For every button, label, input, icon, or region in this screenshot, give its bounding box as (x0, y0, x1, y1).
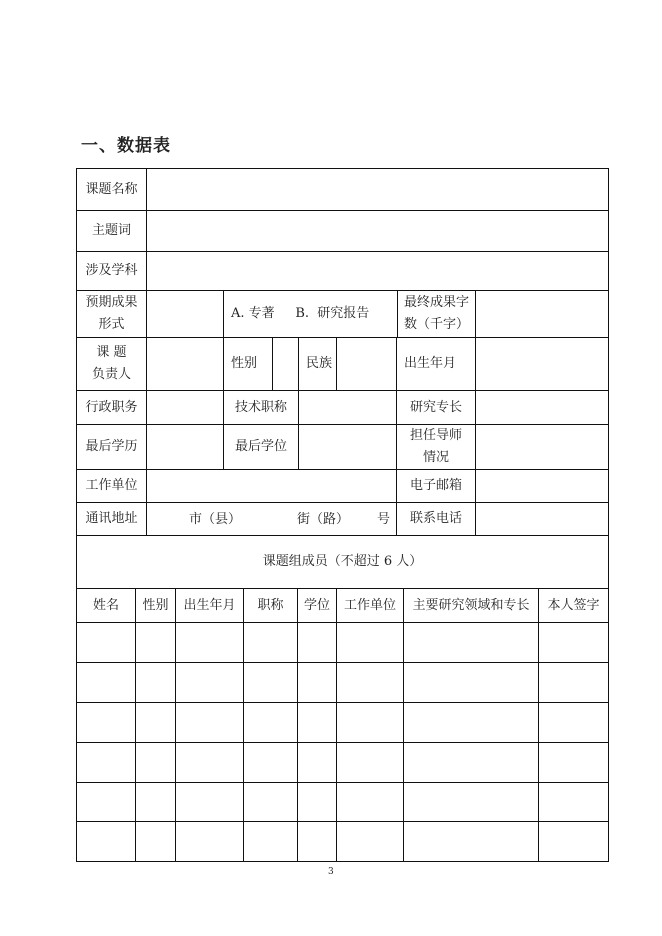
member-row-3-cell-1[interactable] (76, 702, 136, 743)
disciplines-field[interactable] (146, 251, 609, 291)
member-row-6-cell-7[interactable] (403, 821, 539, 862)
member-row-3-cell-6[interactable] (336, 702, 404, 743)
member-row-1-cell-5[interactable] (297, 622, 337, 663)
members-header-2: 出生年月 (175, 588, 244, 623)
expected-form-field[interactable] (146, 290, 224, 338)
member-row-5-cell-6[interactable] (336, 782, 404, 822)
member-row-4-cell-5[interactable] (297, 742, 337, 783)
tech-title-field[interactable] (298, 390, 397, 425)
member-row-4-cell-2[interactable] (135, 742, 176, 783)
label-leader: 课 题 负责人 (76, 337, 147, 391)
members-header-0: 姓名 (76, 588, 136, 623)
member-row-6-cell-4[interactable] (243, 821, 298, 862)
label-final-word-count: 最终成果字 数（千字） (397, 290, 476, 338)
members-header-1: 性别 (135, 588, 176, 623)
admin-post-field[interactable] (146, 390, 224, 425)
member-row-6-cell-1[interactable] (76, 821, 136, 862)
address-number-label: 号 (377, 512, 391, 527)
degree-field[interactable] (298, 424, 397, 470)
member-row-4-cell-7[interactable] (403, 742, 539, 783)
member-row-6-cell-5[interactable] (297, 821, 337, 862)
member-row-3-cell-2[interactable] (135, 702, 176, 743)
phone-field[interactable] (475, 502, 609, 536)
topic-name-field[interactable] (146, 168, 609, 211)
label-keywords: 主题词 (76, 210, 147, 252)
section-heading: 一、数据表 (81, 136, 171, 156)
member-row-4-cell-6[interactable] (336, 742, 404, 783)
members-header-7: 本人签字 (538, 588, 609, 623)
member-row-1-cell-8[interactable] (538, 622, 609, 663)
members-header-4: 学位 (297, 588, 337, 623)
member-row-5-cell-7[interactable] (403, 782, 539, 822)
member-row-3-cell-3[interactable] (175, 702, 244, 743)
member-row-2-cell-7[interactable] (403, 662, 539, 703)
member-row-1-cell-2[interactable] (135, 622, 176, 663)
label-topic-name: 课题名称 (76, 168, 147, 211)
members-header-6: 主要研究领域和专长 (403, 588, 539, 623)
member-row-4-cell-1[interactable] (76, 742, 136, 783)
address-street-label: 街（路） (297, 512, 350, 527)
member-row-3-cell-8[interactable] (538, 702, 609, 743)
member-row-3-cell-7[interactable] (403, 702, 539, 743)
member-row-1-cell-3[interactable] (175, 622, 244, 663)
member-row-1-cell-7[interactable] (403, 622, 539, 663)
member-row-2-cell-3[interactable] (175, 662, 244, 703)
member-row-6-cell-2[interactable] (135, 821, 176, 862)
member-row-2-cell-8[interactable] (538, 662, 609, 703)
member-row-4-cell-8[interactable] (538, 742, 609, 783)
member-row-5-cell-4[interactable] (243, 782, 298, 822)
member-row-5-cell-8[interactable] (538, 782, 609, 822)
member-row-2-cell-5[interactable] (297, 662, 337, 703)
member-row-3-cell-5[interactable] (297, 702, 337, 743)
label-ethnicity: 民族 (298, 337, 337, 391)
member-row-5-cell-5[interactable] (297, 782, 337, 822)
leader-field[interactable] (146, 337, 224, 391)
member-row-1-cell-4[interactable] (243, 622, 298, 663)
member-row-2-cell-1[interactable] (76, 662, 136, 703)
label-phone: 联系电话 (396, 502, 476, 536)
label-work-unit: 工作单位 (76, 469, 147, 503)
members-header-3: 职称 (243, 588, 298, 623)
member-row-3-cell-4[interactable] (243, 702, 298, 743)
label-supervisor: 担任导师 情况 (396, 424, 476, 470)
label-degree: 最后学位 (223, 424, 299, 470)
form-options[interactable]: A. 专著 B. 研究报告 (223, 290, 398, 338)
email-field[interactable] (475, 469, 609, 503)
member-row-6-cell-8[interactable] (538, 821, 609, 862)
label-address: 通讯地址 (76, 502, 147, 536)
member-row-4-cell-3[interactable] (175, 742, 244, 783)
work-unit-field[interactable] (146, 469, 397, 503)
address-city-label: 市（县） (189, 512, 242, 527)
member-row-4-cell-4[interactable] (243, 742, 298, 783)
member-row-5-cell-3[interactable] (175, 782, 244, 822)
supervisor-field[interactable] (475, 424, 609, 470)
keywords-field[interactable] (146, 210, 609, 252)
member-row-5-cell-1[interactable] (76, 782, 136, 822)
birth-field[interactable] (475, 337, 609, 391)
member-row-2-cell-6[interactable] (336, 662, 404, 703)
members-header-5: 工作单位 (336, 588, 404, 623)
label-tech-title: 技术职称 (223, 390, 299, 425)
label-expected-form: 预期成果 形式 (76, 290, 147, 338)
label-admin-post: 行政职务 (76, 390, 147, 425)
members-title: 课题组成员（不超过 6 人） (76, 535, 609, 589)
page-number: 3 (328, 867, 334, 877)
member-row-1-cell-1[interactable] (76, 622, 136, 663)
member-row-5-cell-2[interactable] (135, 782, 176, 822)
member-row-1-cell-6[interactable] (336, 622, 404, 663)
member-row-2-cell-2[interactable] (135, 662, 176, 703)
final-word-count-field[interactable] (475, 290, 609, 338)
member-row-6-cell-3[interactable] (175, 821, 244, 862)
education-field[interactable] (146, 424, 224, 470)
member-row-6-cell-6[interactable] (336, 821, 404, 862)
gender-field[interactable] (272, 337, 299, 391)
research-specialty-field[interactable] (475, 390, 609, 425)
ethnicity-field[interactable] (336, 337, 397, 391)
label-birth: 出生年月 (396, 337, 476, 391)
label-email: 电子邮箱 (396, 469, 476, 503)
label-gender: 性别 (223, 337, 273, 391)
label-research-specialty: 研究专长 (396, 390, 476, 425)
label-education: 最后学历 (76, 424, 147, 470)
member-row-2-cell-4[interactable] (243, 662, 298, 703)
label-disciplines: 涉及学科 (76, 251, 147, 291)
address-field[interactable] (146, 502, 397, 536)
